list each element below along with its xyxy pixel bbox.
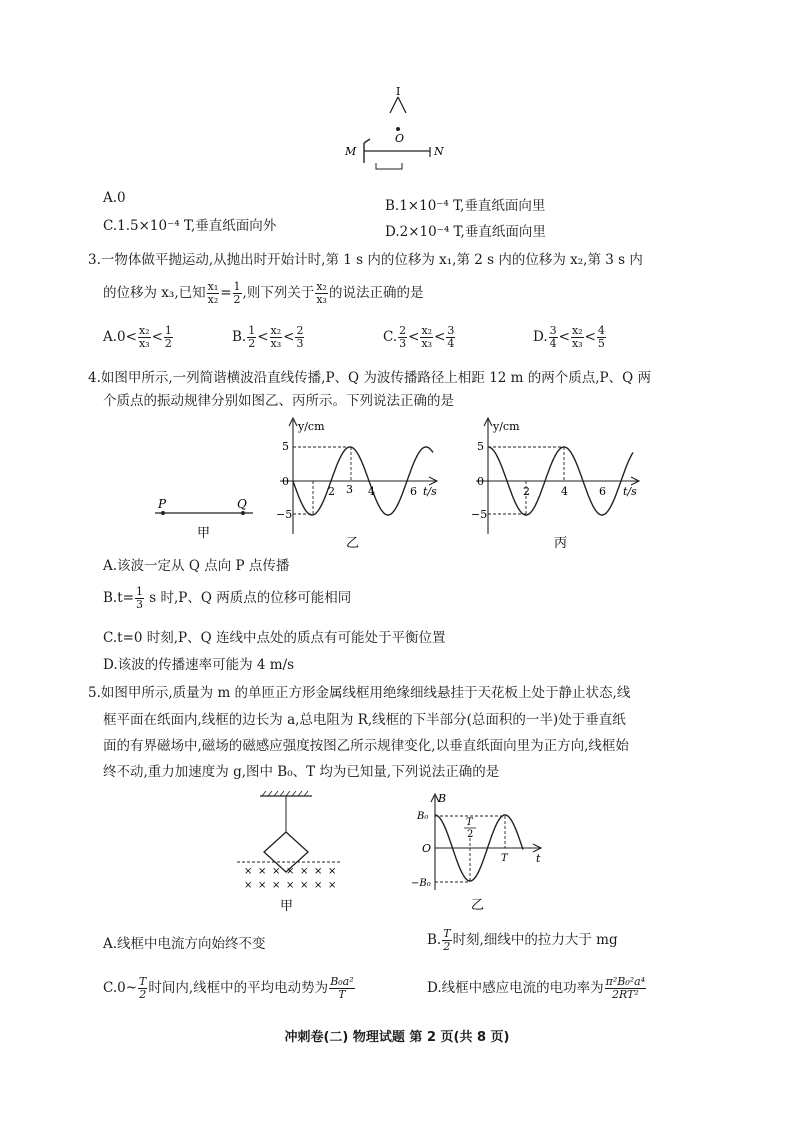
q4-yi-xtick-6: 6	[410, 485, 417, 498]
q3-opt-c-f2n: x₂	[421, 324, 433, 337]
q5-opt-b-pre: B.	[427, 932, 442, 948]
q5-stem-line1: 5.如图甲所示,质量为 m 的单匝正方形金属线框用绝缘细线悬挂于天花板上处于静止状态,线	[88, 685, 631, 701]
q5-opt-b-den: 2	[443, 940, 451, 953]
q5-opt-c-pre: C.0~	[103, 980, 138, 996]
q3-option-a	[103, 325, 174, 350]
q4-yi-ytick-0: 0	[282, 475, 289, 488]
q3-stem-line2	[103, 281, 423, 306]
q5-stem-line4: 终不动,重力加速度为 g,图中 B₀、T 均为已知量,下列说法正确的是	[103, 764, 500, 780]
field-cross: ×	[300, 880, 309, 891]
q5-yi-t-half-den: 2	[467, 829, 474, 840]
q5-yi-xlabel: t	[536, 852, 541, 865]
q3-opt-b-f2d: x₃	[270, 337, 282, 350]
q5-yi-origin: O	[422, 842, 432, 855]
q5-opt-c-t-den: 2	[139, 988, 147, 1001]
q3-opt-b-pre: B.	[232, 329, 247, 345]
q3-opt-a-f2	[164, 325, 173, 350]
q3-given-eq: =	[220, 285, 232, 301]
q4-opt-b-frac	[135, 586, 144, 611]
q3-opt-a-f2-den: 2	[164, 337, 172, 350]
q3-opt-a-f1-num: x₂	[138, 324, 150, 337]
q3-given-value	[233, 281, 242, 306]
q4-jia-caption: 甲	[197, 526, 211, 541]
field-cross: ×	[244, 880, 253, 891]
q3-opt-d-lt2: <	[584, 329, 596, 345]
q5-option-a: A.线框中电流方向始终不变	[103, 936, 266, 952]
q3-ratio-num: x₂	[316, 280, 327, 293]
q3-opt-b-f1	[247, 325, 256, 350]
q5-magnetic-field-crosses	[244, 866, 336, 891]
q5-yi-t-full: T	[501, 853, 508, 864]
q3-opt-c-f2	[420, 325, 433, 350]
q5-opt-d-pre: D.线框中感应电流的电功率为	[427, 980, 604, 996]
q4-stem-line2: 个质点的振动规律分别如图乙、丙所示。下列说法正确的是	[103, 393, 454, 409]
q5-opt-d-value	[605, 976, 647, 1001]
q5-option-b	[427, 928, 618, 953]
q4-yi-caption: 乙	[346, 536, 360, 551]
q5-opt-d-val-num: π²B₀²a⁴	[605, 975, 646, 988]
q4-yi-xtick-3: 3	[346, 483, 353, 496]
q3-opt-a-f2-num: 1	[164, 324, 172, 337]
q4-yi-xlabel: t/s	[423, 485, 437, 498]
q4-yi-xtick-4: 4	[368, 485, 375, 498]
q5-yi-t-half-num: T	[466, 817, 473, 828]
q3-opt-b-f3n: 2	[296, 324, 304, 337]
q3-opt-d-lt1: <	[558, 329, 570, 345]
q5-yi-ylabel: B	[438, 792, 447, 805]
q5-opt-c-tfrac	[138, 976, 147, 1001]
q5-opt-c-value	[329, 976, 354, 1001]
q5-opt-b-frac	[442, 928, 451, 953]
q4-bing-ytick-neg5: −5	[471, 508, 488, 521]
q3-opt-a-f1	[138, 325, 151, 350]
field-cross: ×	[328, 880, 337, 891]
q5-opt-b-post: 时刻,细线中的拉力大于 mg	[452, 932, 618, 948]
q3-ratio	[315, 281, 328, 306]
q5-stem-line2: 框平面在纸面内,线框的边长为 a,总电阻为 R,线框的下半部分(总面积的一半)处于垂直纸	[103, 712, 626, 728]
q4-jia-p: P	[158, 497, 167, 511]
q5-opt-b-num: T	[443, 927, 451, 940]
q3-opt-b-lt1: <	[257, 329, 269, 345]
q3-given-val-den: 2	[233, 293, 241, 306]
q3-option-b	[232, 325, 305, 350]
q2-option-c: C.1.5×10⁻⁴ T,垂直纸面向外	[103, 218, 277, 234]
q5-opt-d-val-den: 2RT²	[611, 988, 639, 1001]
q3-opt-d-f1	[549, 325, 558, 350]
q5-fig-jia	[232, 790, 347, 915]
q4-fig-jia	[145, 495, 265, 550]
q4-fig-bing	[468, 414, 653, 554]
q3-opt-d-f2	[571, 325, 584, 350]
q3-opt-a-pre: A.0<	[103, 329, 137, 345]
q3-opt-c-f1n: 2	[399, 324, 407, 337]
q3-opt-b-f1n: 1	[248, 324, 256, 337]
field-cross: ×	[314, 866, 323, 877]
q3-opt-b-lt2: <	[283, 329, 295, 345]
q4-bing-ylabel: y/cm	[493, 420, 520, 433]
q2-label-n: N	[434, 145, 444, 158]
q2-option-b: B.1×10⁻⁴ T,垂直纸面向里	[385, 198, 546, 214]
q3-stem-line1: 3.一物体做平抛运动,从抛出时开始计时,第 1 s 内的位移为 x₁,第 2 s 内的位移为 x₂,第 3 s 内	[88, 252, 643, 268]
q4-bing-xlabel: t/s	[623, 485, 637, 498]
q5-yi-caption: 乙	[471, 898, 485, 913]
q5-option-c	[103, 976, 356, 1001]
q4-bing-xtick-4: 4	[561, 485, 568, 498]
q3-opt-a-lt: <	[151, 329, 163, 345]
q5-fig-yi	[405, 790, 555, 915]
q3-opt-b-f3	[295, 325, 304, 350]
q3-stem-text-c: 的说法正确的是	[328, 285, 424, 301]
q3-stem-text-b: ,则下列关于	[242, 285, 315, 301]
field-cross: ×	[258, 866, 267, 877]
q3-opt-c-lt2: <	[434, 329, 446, 345]
q3-opt-d-f3	[597, 325, 606, 350]
q5-jia-caption: 甲	[280, 899, 294, 914]
q2-label-o: O	[395, 132, 405, 145]
field-cross: ×	[272, 880, 281, 891]
q5-opt-c-val-den: T	[338, 988, 346, 1001]
q4-option-c: C.t=0 时刻,P、Q 连线中点处的质点有可能处于平衡位置	[103, 630, 446, 646]
q3-opt-c-f2d: x₃	[421, 337, 433, 350]
q3-opt-c-pre: C.	[383, 329, 398, 345]
q3-opt-c-f3d: 4	[447, 337, 455, 350]
field-cross: ×	[300, 866, 309, 877]
q3-opt-c-lt1: <	[408, 329, 420, 345]
q3-opt-b-f2	[270, 325, 283, 350]
q3-ratio-den: x₃	[316, 293, 327, 306]
q4-option-b	[103, 586, 351, 611]
q4-bing-ytick-0: 0	[477, 475, 484, 488]
page-footer: 冲刺卷(二) 物理试题 第 2 页(共 8 页)	[284, 1030, 510, 1045]
q3-given-num: x₁	[207, 280, 219, 293]
q3-opt-c-f1d: 3	[399, 337, 407, 350]
q3-opt-b-f2n: x₂	[270, 324, 282, 337]
q3-given-ratio	[207, 281, 220, 306]
q4-yi-ylabel: y/cm	[298, 420, 325, 433]
q4-opt-b-den: 3	[135, 598, 143, 611]
q3-given-den: x₂	[207, 293, 219, 306]
q3-opt-c-f3n: 3	[447, 324, 455, 337]
field-cross: ×	[286, 866, 295, 877]
field-cross: ×	[328, 866, 337, 877]
q3-opt-d-f2d: x₃	[571, 337, 583, 350]
q4-option-d: D.该波的传播速率可能为 4 m/s	[103, 657, 295, 673]
q3-opt-a-f1-den: x₃	[138, 337, 150, 350]
q3-opt-d-f1d: 4	[549, 337, 557, 350]
q3-option-d	[533, 325, 607, 350]
q3-opt-b-f3d: 3	[296, 337, 304, 350]
q4-opt-b-pre: B.t=	[103, 590, 134, 606]
q4-yi-xtick-2: 2	[328, 485, 335, 498]
field-cross: ×	[314, 880, 323, 891]
field-cross: ×	[272, 866, 281, 877]
field-cross: ×	[286, 880, 295, 891]
q5-yi-neg-b0: −B₀	[411, 878, 431, 889]
q2-figure	[340, 85, 450, 175]
q2-label-i: I	[396, 85, 401, 98]
q4-option-a: A.该波一定从 Q 点向 P 点传播	[103, 558, 290, 574]
q5-yi-b0: B₀	[417, 811, 429, 822]
q5-opt-c-mid: 时间内,线框中的平均电动势为	[148, 980, 329, 996]
q2-option-a: A.0	[103, 190, 126, 206]
q4-opt-b-post: s 时,P、Q 两质点的位移可能相同	[144, 590, 352, 606]
q3-given-val-num: 1	[233, 280, 241, 293]
q5-opt-c-val-num: B₀a²	[330, 975, 354, 988]
q4-opt-b-num: 1	[135, 585, 143, 598]
field-cross: ×	[244, 866, 253, 877]
q4-bing-caption: 丙	[554, 536, 568, 551]
q5-option-d	[427, 976, 647, 1001]
q4-yi-ytick-neg5: −5	[276, 508, 293, 521]
q4-bing-xtick-6: 6	[599, 485, 606, 498]
q3-opt-d-f3d: 5	[597, 337, 605, 350]
q5-stem-line3: 面的有界磁场中,磁场的磁感应强度按图乙所示规律变化,以垂直纸面向里为正方向,线框始	[103, 738, 629, 754]
q4-bing-ytick-5: 5	[477, 440, 484, 453]
q3-opt-b-f1d: 2	[248, 337, 256, 350]
q4-stem-line1: 4.如图甲所示,一列简谐横波沿直线传播,P、Q 为波传播路径上相距 12 m 的两个质点,P、Q 两	[88, 370, 651, 386]
q4-bing-xtick-2: 2	[523, 485, 530, 498]
q3-opt-d-f3n: 4	[597, 324, 605, 337]
q3-opt-c-f1	[398, 325, 407, 350]
q4-yi-ytick-5: 5	[282, 440, 289, 453]
q4-fig-yi	[268, 414, 453, 554]
q5-opt-c-t-num: T	[139, 975, 147, 988]
q2-option-d: D.2×10⁻⁴ T,垂直纸面向里	[385, 224, 546, 240]
q3-option-c	[383, 325, 456, 350]
q2-label-m: M	[345, 145, 357, 158]
field-cross: ×	[258, 880, 267, 891]
q3-opt-d-pre: D.	[533, 329, 548, 345]
q3-opt-d-f2n: x₂	[571, 324, 583, 337]
q4-jia-q: Q	[237, 497, 247, 511]
q3-stem-text-a: 的位移为 x₃,已知	[103, 285, 206, 301]
q3-opt-d-f1n: 3	[549, 324, 557, 337]
q3-opt-c-f3	[446, 325, 455, 350]
